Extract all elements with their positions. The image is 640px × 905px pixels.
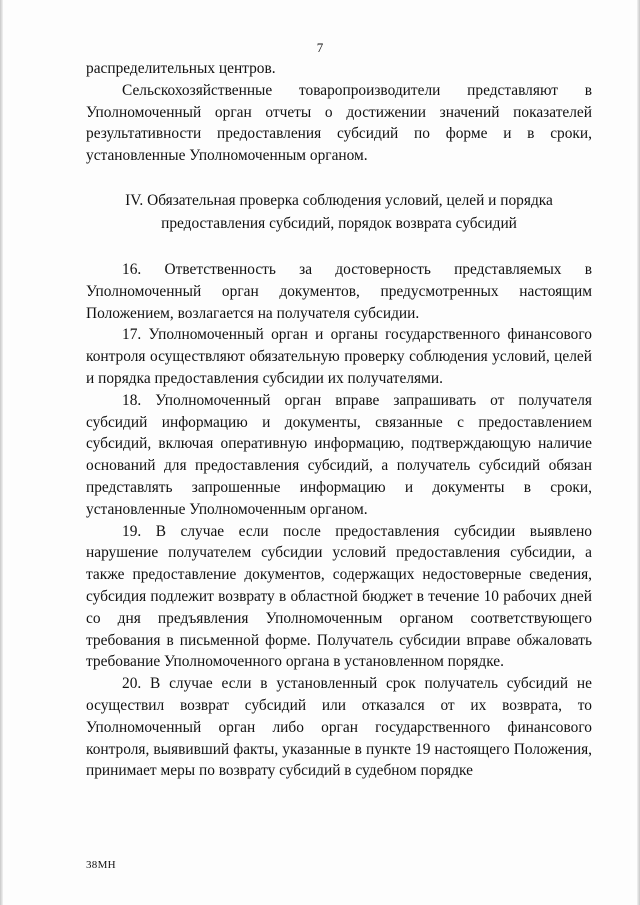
- section-heading-line-1: IV. Обязательная проверка соблюдения условий, целей и порядка: [125, 191, 553, 209]
- paragraph-20: 20. В случае если в установленный срок получатель субсидий не осуществил возврат субсидий или отказался от их возврата, то Уполномоченный орган либо орган государственного финансового контроля, выявивший факты, указанные в пункте 19 настоящего Положения, принимает меры по возврату субсидий в судебном порядке: [86, 675, 592, 780]
- paragraph-19: 19. В случае если после предоставления субсидии выявлено нарушение получателем субсидии условий предоставления субсидии, а также предоставление документов, содержащих недостоверные сведения, субсидия подлежит возврату в областной бюджет в течение 10 рабочих дней со дня предъявления Уполномоченным органом соответствующего требования в письменной форме. Получатель субсидии вправе обжаловать требование Уполномоченного органа в установленном порядке.: [86, 522, 592, 671]
- section-heading: [86, 189, 592, 235]
- document-body: [86, 58, 592, 782]
- paragraph-reports: Сельскохозяйственные товаропроизводители представляют в Уполномоченный орган отчеты о достижении значений показателей результативности предоставления субсидий по форме и в сроки, установленные Уполномоченным органом.: [86, 81, 592, 165]
- paragraph-17: 17. Уполномоченный орган и органы государственного финансового контроля осуществляют обязательную проверку соблюдения условий, целей и порядка предоставления субсидии их получателями.: [86, 326, 592, 387]
- page-number: 7: [316, 40, 324, 55]
- paragraph-16: 16. Ответственность за достоверность представляемых в Уполномоченный орган документов, предусмотренных настоящим Положением, возлагается на получателя субсидии.: [86, 260, 592, 322]
- section-heading-line-2: предоставления субсидий, порядок возврата субсидий: [161, 214, 517, 232]
- footer-document-code: 38МН: [86, 859, 116, 871]
- paragraph-continuation: распределительных центров.: [86, 60, 276, 77]
- scan-edge-left: [0, 0, 3, 905]
- paragraph-18: 18. Уполномоченный орган вправе запрашивать от получателя субсидий информацию и документы, связанные с предоставлением субсидий, включая оперативную информацию, подтверждающую наличие оснований для предоставления субсидий, а получатель субсидий обязан представлять запрошенные информацию и документы в сроки, установленные Уполномоченным органом.: [86, 391, 592, 518]
